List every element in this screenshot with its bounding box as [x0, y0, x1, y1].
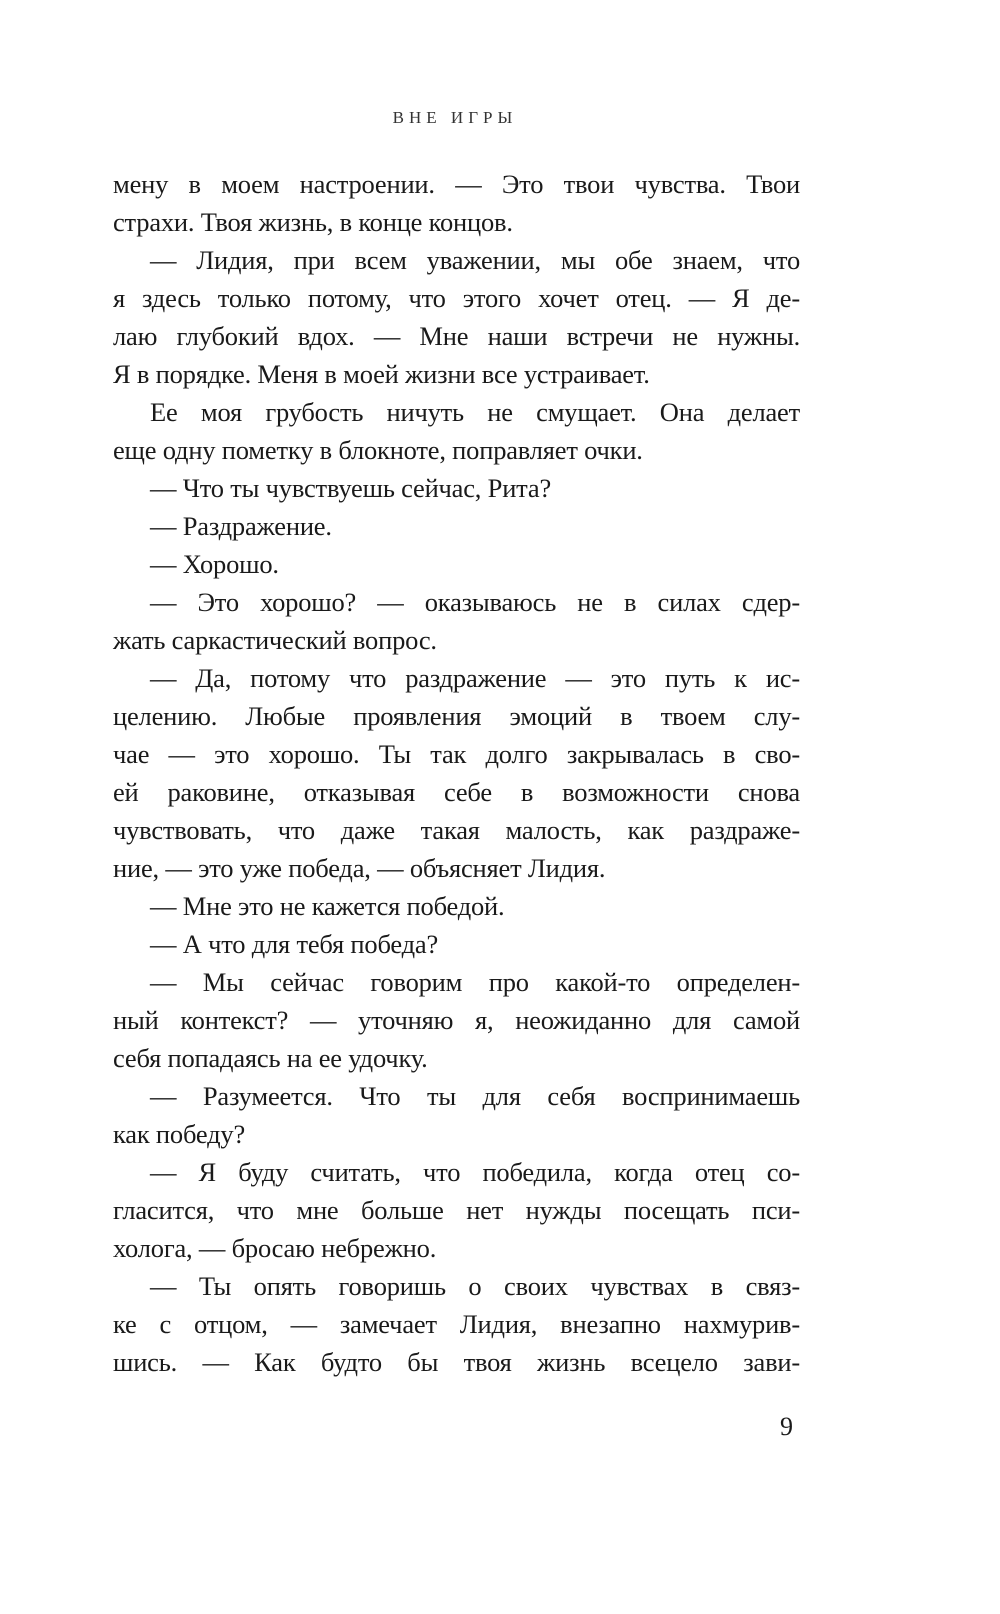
text-line: — Ты опять говоришь о своих чувствах в связ-: [150, 1271, 800, 1301]
text-line: ние, — это уже победа, — объясняет Лидия.: [113, 853, 606, 883]
text-line: чувствовать, что даже такая малость, как раздраже-: [113, 815, 800, 845]
text-line: — Лидия, при всем уважении, мы обе знаем, что: [150, 245, 800, 275]
text-line: гласится, что мне больше нет нужды посещать пси-: [113, 1195, 800, 1225]
text-line: холога, — бросаю небрежно.: [113, 1233, 437, 1263]
text-line: — Хорошо.: [150, 549, 279, 579]
text-line: ный контекст? — уточняю я, неожиданно для самой: [113, 1005, 800, 1035]
page-number: 9: [780, 1412, 793, 1441]
text-line: Я в порядке. Меня в моей жизни все устраивает.: [113, 359, 650, 389]
text-line: ке с отцом, — замечает Лидия, внезапно нахмурив-: [113, 1309, 800, 1339]
text-line: я здесь только потому, что этого хочет отец. — Я де-: [113, 283, 800, 313]
text-line: ей раковине, отказывая себе в возможности снова: [113, 777, 800, 807]
text-line: страхи. Твоя жизнь, в конце концов.: [113, 207, 513, 237]
text-line: чае — это хорошо. Ты так долго закрывалась в сво-: [113, 739, 800, 769]
text-line: как победу?: [113, 1119, 246, 1149]
text-line: шись. — Как будто бы твоя жизнь всецело зави-: [113, 1347, 800, 1377]
body-text: [113, 165, 800, 1381]
text-line: — Да, потому что раздражение — это путь к ис-: [150, 663, 800, 693]
text-line: еще одну пометку в блокноте, поправляет очки.: [113, 435, 643, 465]
text-line: — А что для тебя победа?: [150, 929, 439, 959]
text-line: — Раздражение.: [150, 511, 332, 541]
text-line: лаю глубокий вдох. — Мне наши встречи не нужны.: [113, 321, 800, 351]
text-line: — Разумеется. Что ты для себя воспринимаешь: [150, 1081, 800, 1111]
text-line: — Мы сейчас говорим про какой-то определен-: [150, 967, 800, 997]
text-line: — Мне это не кажется победой.: [150, 891, 505, 921]
text-line: — Что ты чувствуешь сейчас, Рита?: [150, 473, 552, 503]
text-line: Ее моя грубость ничуть не смущает. Она делает: [150, 397, 800, 427]
running-head: ВНЕ ИГРЫ: [392, 108, 518, 127]
text-line: целению. Любые проявления эмоций в твоем слу-: [113, 701, 800, 731]
text-line: — Это хорошо? — оказываюсь не в силах сдер-: [150, 587, 800, 617]
text-line: мену в моем настроении. — Это твои чувства. Твои: [113, 169, 800, 199]
text-line: жать саркастический вопрос.: [113, 625, 437, 655]
text-line: себя попадаясь на ее удочку.: [113, 1043, 428, 1073]
text-line: — Я буду считать, что победила, когда отец со-: [150, 1157, 800, 1187]
